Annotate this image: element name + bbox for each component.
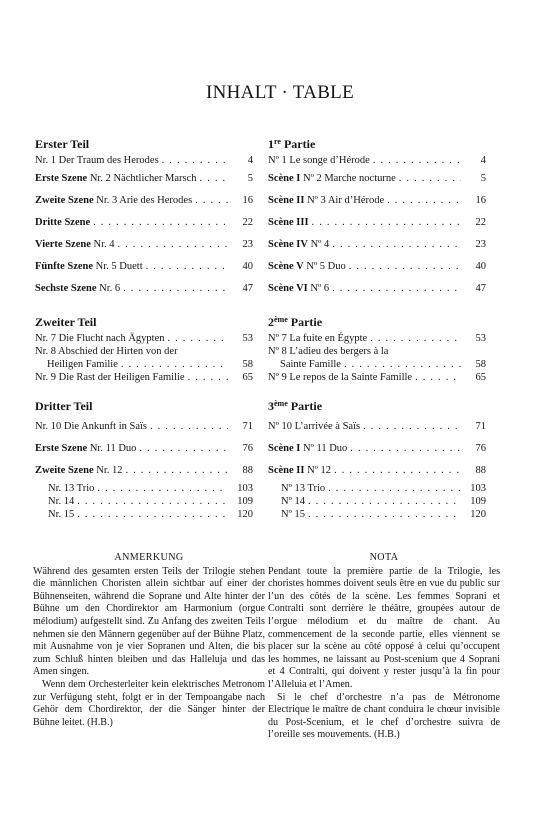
note-paragraph: Si le chef d’orchestre n’a pas de Métronome Electrique le maître de chant conduira le chœur invisible du Post-Scenium, et le chef d’orchestre suivra de l’oreille ses mouvements. (H.B.) — [268, 691, 500, 741]
toc-entry: Erste Szene Nr. 2 Nächtlicher Marsch . . . 5 — [35, 168, 253, 190]
toc-entry: Nº 14 . . . 109 — [268, 495, 486, 508]
toc-entry: Nº 10 L’arrivée à Saïs . . . 71 — [268, 416, 486, 438]
toc-entry: Nº 7 La fuite en Égypte . . . 53 — [268, 332, 486, 345]
toc-entry: Nº 9 Le repos de la Sainte Famille . . . 65 — [268, 371, 486, 384]
toc-entry: Nr. 13 Trio . . . 103 — [35, 482, 253, 495]
toc-entry: Nº 15 . . . 120 — [268, 508, 486, 521]
toc-entry: Scène I Nº 11 Duo . . . 76 — [268, 438, 486, 460]
toc-entry: Nº 13 Trio . . . 103 — [268, 482, 486, 495]
page-number: 4 — [480, 155, 486, 166]
toc-german — [35, 134, 253, 521]
toc-entry: Scène I Nº 2 Marche nocturne . . . 5 — [268, 168, 486, 190]
page-title: INHALT · TABLE — [206, 82, 354, 103]
page-number: 23 — [475, 239, 486, 250]
part-heading: 1re Partie — [268, 137, 316, 151]
page-number: 47 — [242, 283, 253, 294]
page-number: 88 — [242, 465, 253, 476]
toc-entry: Nr. 1 Der Traum des Herodes . . . 4 — [35, 154, 253, 168]
toc-entry: Scène V Nº 5 Duo . . . 40 — [268, 256, 486, 278]
toc-entry: Sechste Szene Nr. 6 . . . 47 — [35, 278, 253, 300]
part-heading: 3ème Partie — [268, 399, 323, 413]
toc-entry: Fünfte Szene Nr. 5 Duett . . . 40 — [35, 256, 253, 278]
page-number: 88 — [475, 465, 486, 476]
note-german — [33, 552, 265, 729]
part-heading: Zweiter Teil — [35, 315, 97, 329]
toc-entry: Nr. 15 . . . 120 — [35, 508, 253, 521]
toc-entry: Nr. 10 Die Ankunft in Saïs . . . 71 — [35, 416, 253, 438]
page-number: 16 — [475, 195, 486, 206]
page-number: 16 — [242, 195, 253, 206]
page-number: 40 — [475, 261, 486, 272]
page-number: 58 — [475, 359, 486, 370]
toc-entry: Erste Szene Nr. 11 Duo . . . 76 — [35, 438, 253, 460]
toc-entry: Scène VI Nº 6 . . . 47 — [268, 278, 486, 300]
toc-entry: Nr. 14 . . . 109 — [35, 495, 253, 508]
page-number: 71 — [475, 421, 486, 432]
toc-entry: Dritte Szene . . . 22 — [35, 212, 253, 234]
page-number: 109 — [470, 496, 486, 507]
toc-entry: Nr. 9 Die Rast der Heiligen Familie . . . 65 — [35, 371, 253, 384]
page-number: 109 — [237, 496, 253, 507]
note-heading: ANMERKUNG — [114, 552, 184, 563]
note-body — [268, 566, 500, 742]
page-number: 103 — [470, 483, 486, 494]
note-french — [268, 552, 500, 742]
page-number: 4 — [247, 155, 253, 166]
toc-entry: Scène III . . . 22 — [268, 212, 486, 234]
toc-entry-line: Nº 8 L’adieu des bergers à la — [268, 346, 389, 357]
page-number: 65 — [475, 372, 486, 383]
page-number: 5 — [480, 173, 486, 184]
page-number: 65 — [242, 372, 253, 383]
page-number: 120 — [237, 509, 253, 520]
toc-entry: Heiligen Familie . . . 58 — [35, 358, 253, 371]
toc-entry: Zweite Szene Nr. 3 Arie des Herodes . . . 16 — [35, 190, 253, 212]
note-body — [33, 566, 265, 730]
toc-entry: Scène II Nº 12 . . . 88 — [268, 460, 486, 482]
toc-entry: Vierte Szene Nr. 4 . . . 23 — [35, 234, 253, 256]
page-number: 47 — [475, 283, 486, 294]
toc-entry: Zweite Szene Nr. 12 . . . 88 — [35, 460, 253, 482]
page-number: 53 — [242, 333, 253, 344]
page-number: 103 — [237, 483, 253, 494]
note-paragraph: Pendant toute la première partie de la Trilogie, les choristes hommes doivent seuls être en vue du public sur l’un des côtés de la scène. Les femmes Soprani et Contralti sont derrière le théâtre, groupées autour de l’orgue mélodium et du maître de chant. Au commencement de la seconde partie, elles viennent se placer sur la scène au côté opposé à celui qu’occupent les hommes, ne laissant au Post-scenium que 4 Soprani et 4 Contralti, qui doivent y rester jusqu’à la fin pour l’Alleluia et l’Amen. — [268, 565, 500, 690]
toc-entry: Nº 1 Le songe d’Hérode . . . 4 — [268, 154, 486, 168]
toc-entry: Nr. 7 Die Flucht nach Ägypten . . . 53 — [35, 332, 253, 345]
page-number: 58 — [242, 359, 253, 370]
page-number: 76 — [475, 443, 486, 454]
toc-entry: Sainte Famille . . . 58 — [268, 358, 486, 371]
page-number: 22 — [242, 217, 253, 228]
part-heading: Dritter Teil — [35, 399, 93, 413]
toc-entry-line: Nr. 8 Abschied der Hirten von der — [35, 346, 178, 357]
page-number: 40 — [242, 261, 253, 272]
toc-entry: Scène IV Nº 4 . . . 23 — [268, 234, 486, 256]
page-number: 22 — [475, 217, 486, 228]
page-number: 76 — [242, 443, 253, 454]
note-paragraph: Während des gesamten ersten Teils der Trilogie stehen die männlichen Choristen allein sichtbar auf einer der Bühnenseiten, während die Soprane und Alte hinter der Bühne um den Chordirektor am Harmonium (orgue mélodium) aufgestellt sind. Zu Anfang des zweiten Teils nehmen sie den Männern gegenüber auf der Bühne Platz, mit Ausnahme von je vier Sopranen und Alten, die bis zum Schluß hinten bleiben und das Halleluja und das Amen singen. — [33, 565, 265, 678]
part-heading: Erster Teil — [35, 137, 90, 151]
page-number: 53 — [475, 333, 486, 344]
page-number: 120 — [470, 509, 486, 520]
toc-entry: Scène II Nº 3 Air d’Hérode . . . 16 — [268, 190, 486, 212]
page-number: 5 — [247, 173, 253, 184]
toc-french — [268, 134, 486, 521]
note-paragraph: Wenn dem Orchesterleiter kein elektrisches Metronom zur Verfügung steht, folgt er in der Tempoangabe nach Gehör dem Chordirektor, der die Sänger hinter der Bühne leitet. (H.B.) — [33, 678, 265, 728]
page-number: 23 — [242, 239, 253, 250]
page-number: 71 — [242, 421, 253, 432]
note-heading: NOTA — [369, 552, 399, 563]
part-heading: 2ème Partie — [268, 315, 323, 329]
